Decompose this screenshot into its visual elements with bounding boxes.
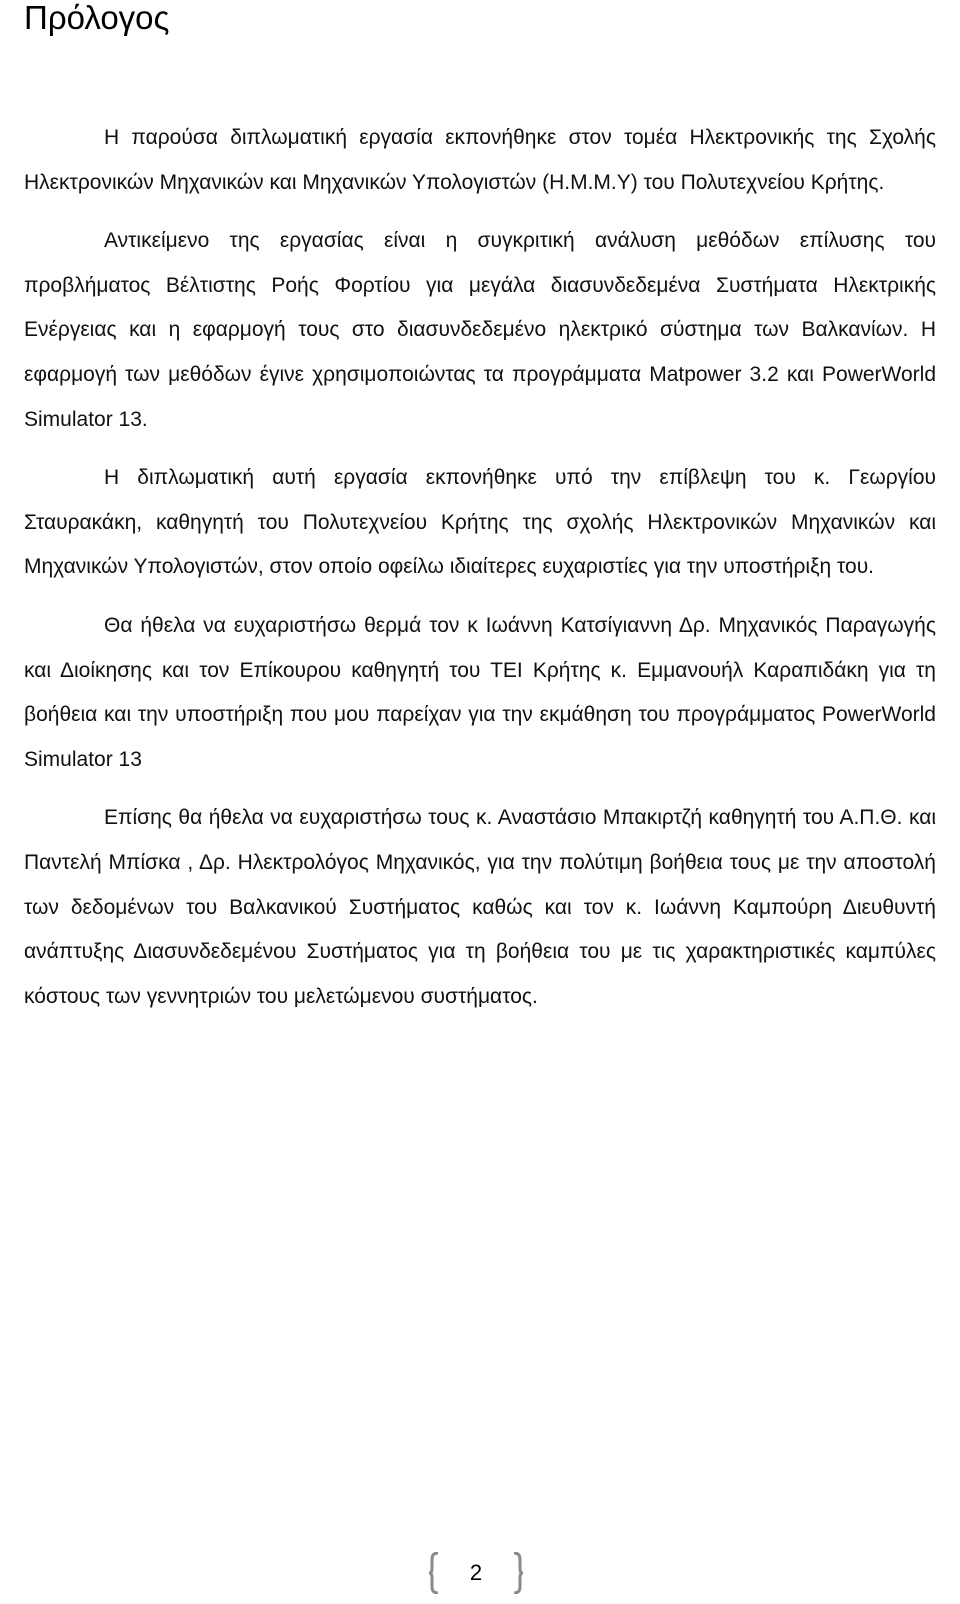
document-body xyxy=(24,116,936,1019)
page-number: 2 xyxy=(469,1560,483,1585)
page-heading: Πρόλογος xyxy=(24,0,170,36)
paragraph-supervisor: Η διπλωματική αυτή εργασία εκπονήθηκε υπό την επίβλεψη του κ. Γεωργίου Σταυρακάκη, καθηγητή του Πολυτεχνείου Κρήτης της σχολής Ηλεκτρονικών Μηχανικών και Μηχανικών Υπολογιστών, στον οποίο οφείλω ιδιαίτερες ευχαριστίες για την υποστήριξη του. xyxy=(24,466,936,579)
right-brace-icon xyxy=(512,1552,524,1594)
paragraph-acknowledgements-2: Επίσης θα ήθελα να ευχαριστήσω τους κ. Αναστάσιο Μπακιρτζή καθηγητή του Α.Π.Θ. και Παντελή Μπίσκα , Δρ. Ηλεκτρολόγος Μηχανικός, για την πολύτιμη βοήθεια τους με την αποστολή των δεδομένων του Βαλκανικού Συστήματος καθώς και τον κ. Ιωάννη Καμπούρη Διευθυντή ανάπτυξης Διασυνδεδεμένου Συστήματος για τη βοήθεια του με τις χαρακτηριστικές καμπύλες κόστους των γεννητριών του μελετώμενου συστήματος. xyxy=(24,806,936,1008)
paragraph-acknowledgements-1: Θα ήθελα να ευχαριστήσω θερμά τον κ Ιωάννη Κατσίγιαννη Δρ. Μηχανικός Παραγωγής και Διοίκησης και τον Επίκουρου καθηγητή του ΤΕΙ Κρήτης κ. Εμμανουήλ Καραπιδάκη για τη βοήθεια και την υποστήριξη που μου παρείχαν για την εκμάθηση του προγράμματος PowerWorld Simulator 13 xyxy=(24,613,936,771)
paragraph-thesis-context: Η παρούσα διπλωματική εργασία εκπονήθηκε στον τομέα Ηλεκτρονικής της Σχολής Ηλεκτρονικών Μηχανικών και Μηχανικών Υπολογιστών (Η.Μ.Μ.Υ) του Πολυτεχνείου Κρήτης. xyxy=(24,126,936,194)
page-number-footer xyxy=(428,1552,524,1596)
paragraph-thesis-subject: Αντικείμενο της εργασίας είναι η συγκριτική ανάλυση μεθόδων επίλυσης του προβλήματος Βέλτιστης Ροής Φορτίου για μεγάλα διασυνδεδεμένα Συστήματα Ηλεκτρικής Ενέργειας και η εφαρμογή τους στο διασυνδεδεμένο ηλεκτρικό σύστημα των Βαλκανίων. Η εφαρμογή των μεθόδων έγινε χρησιμοποιώντας τα προγράμματα Matpower 3.2 και PowerWorld Simulator 13. xyxy=(24,229,936,431)
